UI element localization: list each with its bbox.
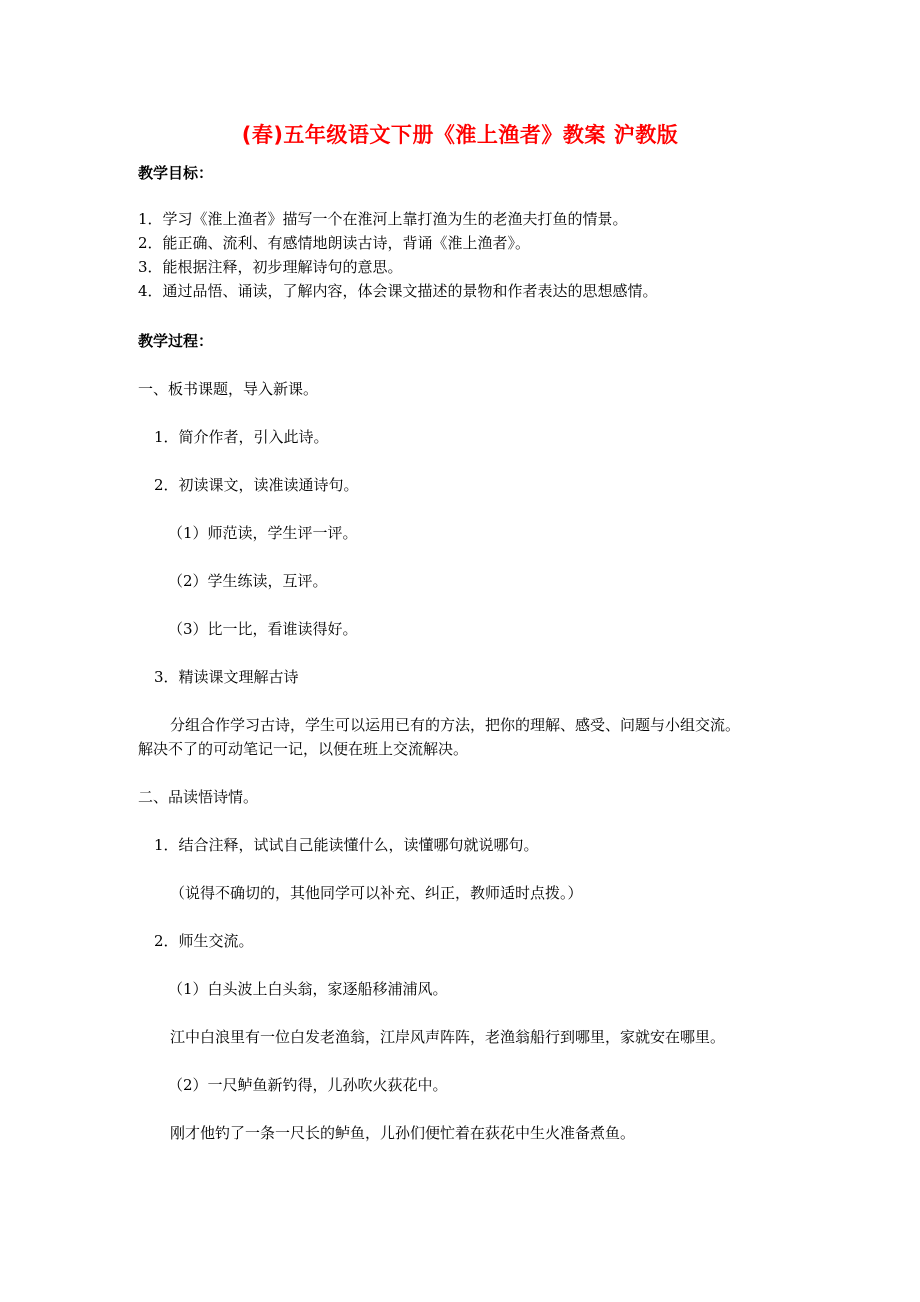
sub-step-item: （1）师范读，学生评一评。 — [168, 524, 358, 542]
objectives-heading: 教学目标： — [138, 164, 214, 182]
step-item: 2．初读课文，读准读通诗句。 — [154, 476, 359, 494]
poem-line: （2）一尺鲈鱼新钓得，儿孙吹火荻花中。 — [168, 1076, 448, 1094]
step-item: 1．结合注释，试试自己能读懂什么，读懂哪句就说哪句。 — [154, 836, 539, 854]
step-item: 1．简介作者，引入此诗。 — [154, 428, 329, 446]
objective-item: 1．学习《淮上渔者》描写一个在淮河上靠打渔为生的老渔夫打鱼的情景。 — [138, 210, 628, 228]
step-item: 2．师生交流。 — [154, 932, 254, 950]
poem-line: （1）白头波上白头翁，家逐船移浦浦风。 — [168, 980, 448, 998]
objective-item: 3．能根据注释，初步理解诗句的意思。 — [138, 258, 403, 276]
objective-item: 4．通过品悟、诵读，了解内容，体会课文描述的景物和作者表达的思想感情。 — [138, 282, 658, 300]
poem-explanation: 刚才他钓了一条一尺长的鲈鱼，儿孙们便忙着在荻花中生火准备煮鱼。 — [170, 1124, 636, 1142]
objective-item: 2．能正确、流利、有感情地朗读古诗，背诵《淮上渔者》。 — [138, 234, 531, 252]
section-heading: 一、板书课题，导入新课。 — [138, 380, 319, 398]
sub-step-item: （2）学生练读，互评。 — [168, 572, 328, 590]
section-heading: 二、品读悟诗情。 — [138, 788, 259, 806]
document-title: (春)五年级语文下册《淮上渔者》教案 沪教版 — [241, 123, 679, 147]
sub-step-item: （3）比一比，看谁读得好。 — [168, 620, 358, 638]
step-note: （说得不确切的，其他同学可以补充、纠正，教师适时点拨。） — [170, 884, 583, 902]
poem-explanation: 江中白浪里有一位白发老渔翁，江岸风声阵阵，老渔翁船行到哪里，家就安在哪里。 — [170, 1028, 726, 1046]
process-heading: 教学过程： — [138, 332, 214, 350]
paragraph-line: 分组合作学习古诗，学生可以运用已有的方法，把你的理解、感受、问题与小组交流。 — [170, 716, 741, 734]
paragraph-line: 解决不了的可动笔记一记，以便在班上交流解决。 — [138, 740, 469, 758]
step-item: 3．精读课文理解古诗 — [154, 668, 299, 686]
